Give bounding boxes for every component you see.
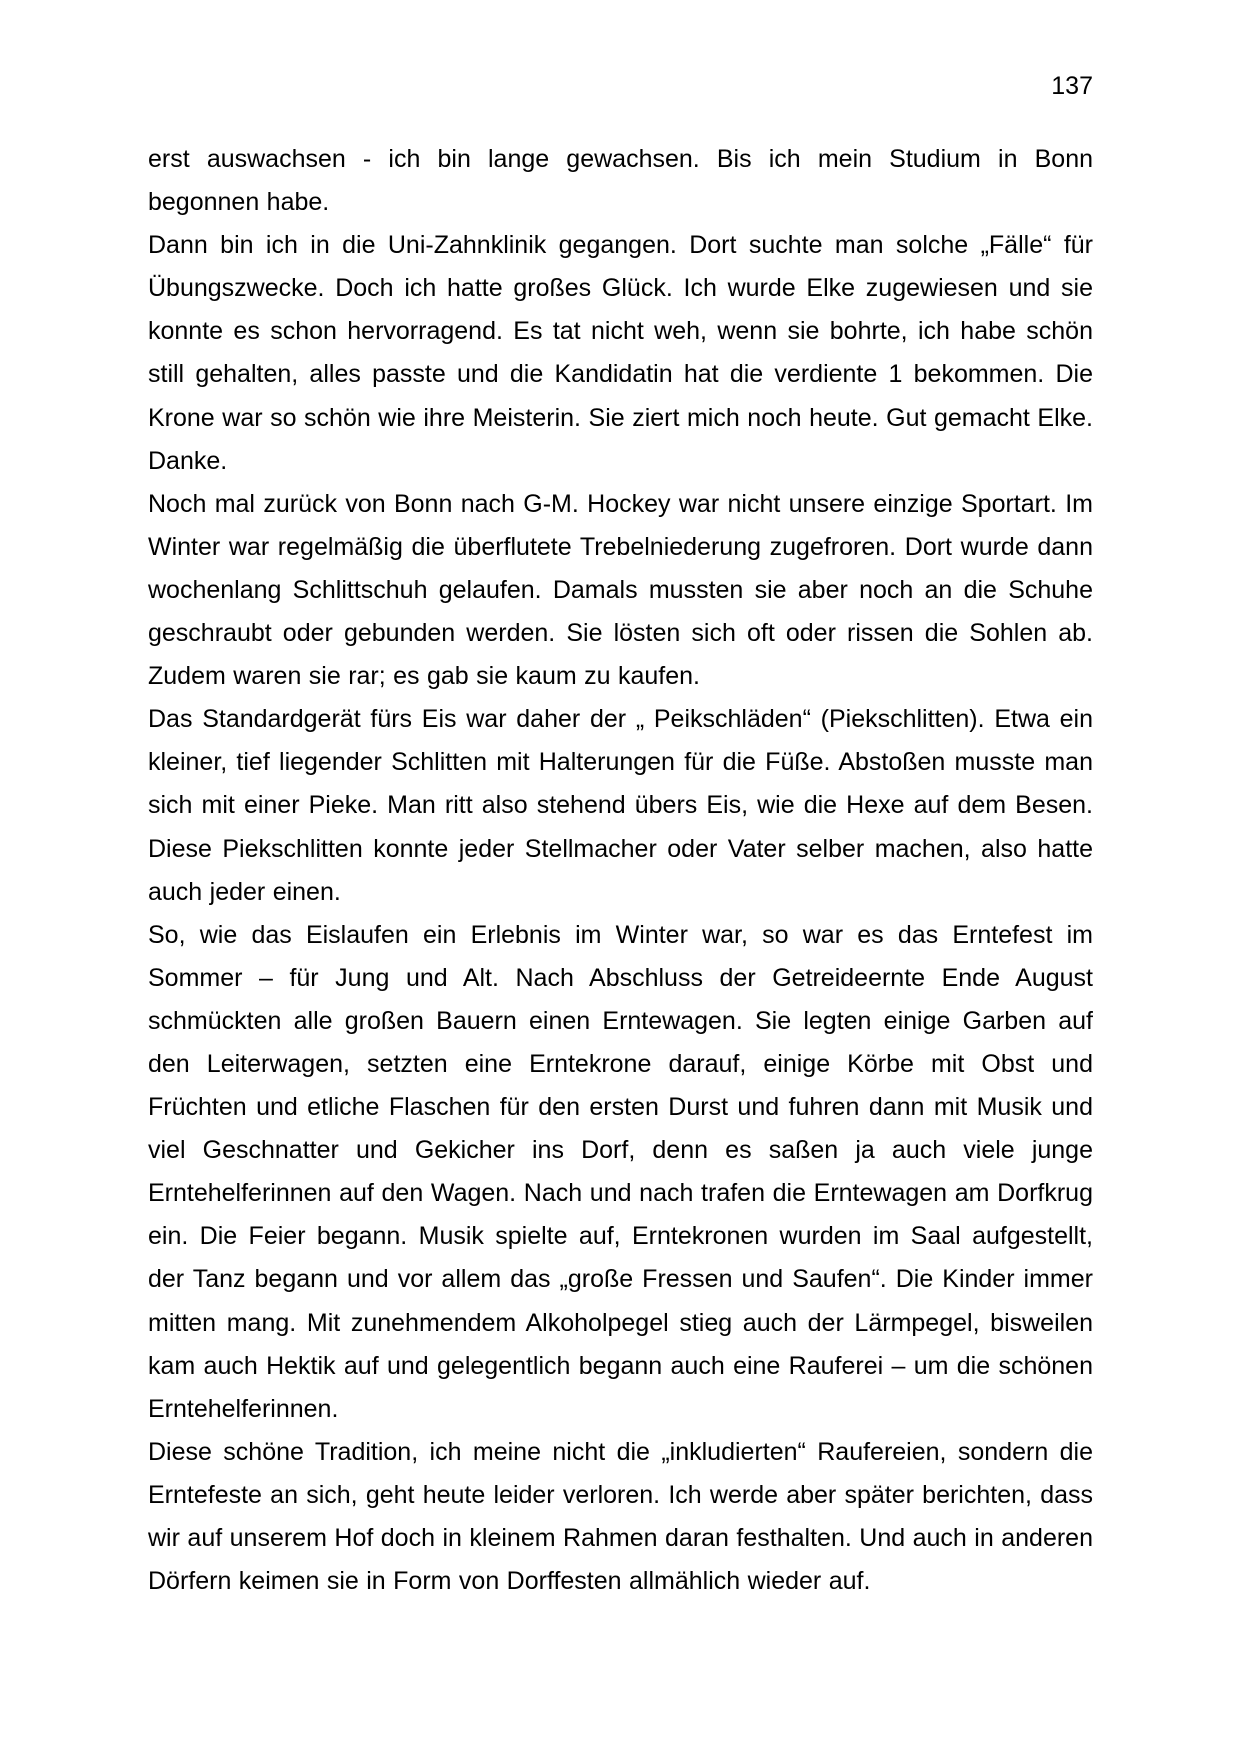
paragraph-4: Das Standardgerät fürs Eis war daher der „ Peikschläden“ (Piekschlitten). Etwa ein kleiner, tief liegender Schlitten mit Halterungen für die Füße. Abstoßen musste man sich mit einer Pieke. Man ritt also stehend übers Eis, wie die Hexe auf dem Besen. Diese Piekschlitten konnte jeder Stellmacher oder Vater selber machen, also hatte auch jeder einen. <box>148 705 1093 906</box>
paragraph-5: So, wie das Eislaufen ein Erlebnis im Winter war, so war es das Erntefest im Sommer – für Jung und Alt. Nach Abschluss der Getreideernte Ende August schmückten alle großen Bauern einen Erntewagen. Sie legten einige Garben auf den Leiterwagen, setzten eine Erntekrone darauf, einige Körbe mit Obst und Früchten und etliche Flaschen für den ersten Durst und fuhren dann mit Musik und viel Geschnatter und Gekicher ins Dorf, denn es saßen ja auch viele junge Erntehelferinnen auf den Wagen. Nach und nach trafen die Erntewagen am Dorfkrug ein. Die Feier begann. Musik spielte auf, Erntekronen wurden im Saal aufgestellt, der Tanz begann und vor allem das „große Fressen und Saufen“. Die Kinder immer mitten mang. Mit zunehmendem Alkoholpegel stieg auch der Lärmpegel, bisweilen kam auch Hektik auf und gelegentlich begann auch eine Rauferei – um die schönen Erntehelferinnen. <box>148 920 1093 1423</box>
paragraph-1: erst auswachsen - ich bin lange gewachsen. Bis ich mein Studium in Bonn begonnen habe. <box>148 145 1093 217</box>
paragraph-6: Diese schöne Tradition, ich meine nicht die „inkludierten“ Raufereien, sondern die Erntefeste an sich, geht heute leider verloren. Ich werde aber später berichten, dass wir auf unserem Hof doch in kleinem Rahmen daran festhalten. Und auch in anderen Dörfern keimen sie in Form von Dorffesten allmählich wieder auf. <box>148 1437 1093 1596</box>
page-number: 137 <box>1051 72 1093 100</box>
paragraph-3: Noch mal zurück von Bonn nach G-M. Hockey war nicht unsere einzige Sportart. Im Winter war regelmäßig die überflutete Trebelniederung zugefroren. Dort wurde dann wochenlang Schlittschuh gelaufen. Damals mussten sie aber noch an die Schuhe geschraubt oder gebunden werden. Sie lösten sich oft oder rissen die Sohlen ab. Zudem waren sie rar; es gab sie kaum zu kaufen. <box>148 489 1093 691</box>
paragraph-2: Dann bin ich in die Uni-Zahnklinik gegangen. Dort suchte man solche „Fälle“ für Übungszwecke. Doch ich hatte großes Glück. Ich wurde Elke zugewiesen und sie konnte es schon hervorragend. Es tat nicht weh, wenn sie bohrte, ich habe schön still gehalten, alles passte und die Kandidatin hat die verdiente 1 bekommen. Die Krone war so schön wie ihre Meisterin. Sie ziert mich noch heute. Gut gemacht Elke. Danke. <box>148 231 1093 475</box>
body-text <box>148 138 1093 1603</box>
